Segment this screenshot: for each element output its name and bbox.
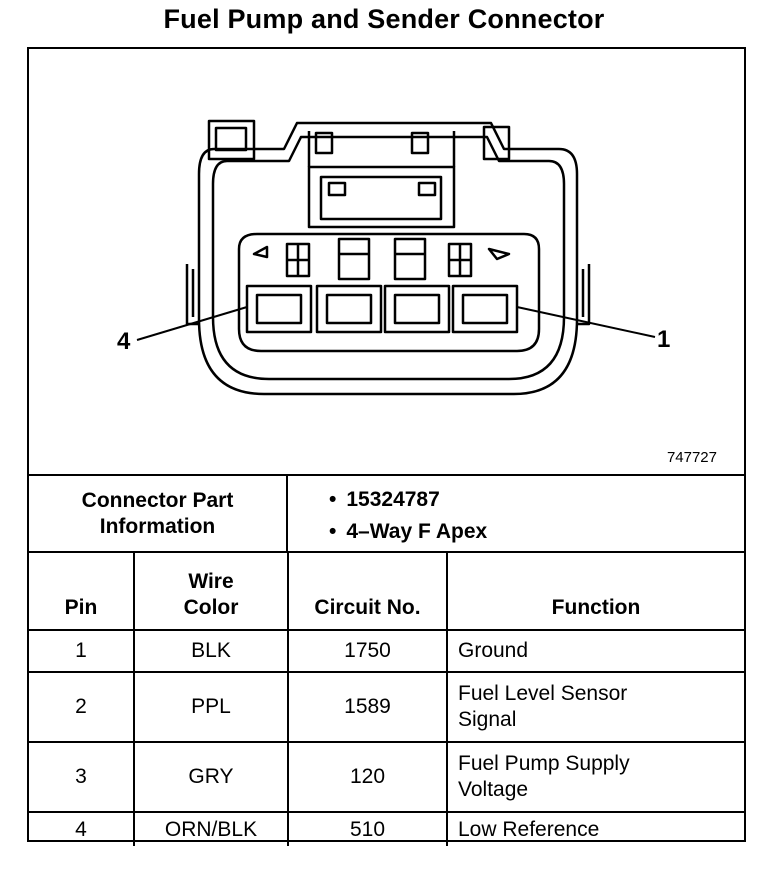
header-wire-color: Wire Color [134,553,288,630]
terminal-slot-2 [385,286,449,332]
function-cell: Fuel Pump Supply Voltage [447,742,744,812]
wire-color-cell: BLK [134,630,288,672]
housing-outer-shell [199,123,577,394]
terminal-slot-1 [453,286,517,332]
function-cell: Low Reference [447,812,744,846]
circuit-cell: 120 [288,742,447,812]
terminal-slot-4 [247,286,311,332]
pin-callout-1: 1 [657,326,671,353]
pin-cell: 3 [29,742,134,812]
part-number: • 15324787 [329,484,487,516]
wire-color-cell: PPL [134,672,288,742]
table-row [29,812,744,846]
terminal-slot-3 [317,286,381,332]
circuit-cell: 510 [288,812,447,846]
table-row [29,742,744,812]
pin-cell: 4 [29,812,134,846]
connector-drawing [29,49,744,474]
pin-callout-4: 4 [117,328,131,355]
wire-color-cell: ORN/BLK [134,812,288,846]
connector-info-label [29,476,288,551]
function-cell: Ground [447,630,744,672]
figure-number: 747727 [666,449,717,466]
header-pin: Pin [29,553,134,630]
wire-color-cell: GRY [134,742,288,812]
connector-info-list [329,484,487,548]
housing-inner-shell [213,137,564,379]
pin-cell: 2 [29,672,134,742]
table-row [29,630,744,672]
circuit-cell: 1750 [288,630,447,672]
connector-info-row [29,476,744,553]
page-title: Fuel Pump and Sender Connector [163,4,605,34]
table-row [29,672,744,742]
connector-info-label-text: Connector Part Information [81,488,234,538]
terminal-cavity [239,234,539,351]
header-circuit: Circuit No. [288,553,447,630]
circuit-cell: 1589 [288,672,447,742]
connector-sheet [27,47,746,842]
pin-table-header [29,553,744,630]
connector-diagram [29,49,744,476]
function-cell: Fuel Level Sensor Signal [447,672,744,742]
pin-cell: 1 [29,630,134,672]
pin-table [29,553,744,846]
connector-type: • 4–Way F Apex [329,516,487,548]
header-function: Function [447,553,744,630]
